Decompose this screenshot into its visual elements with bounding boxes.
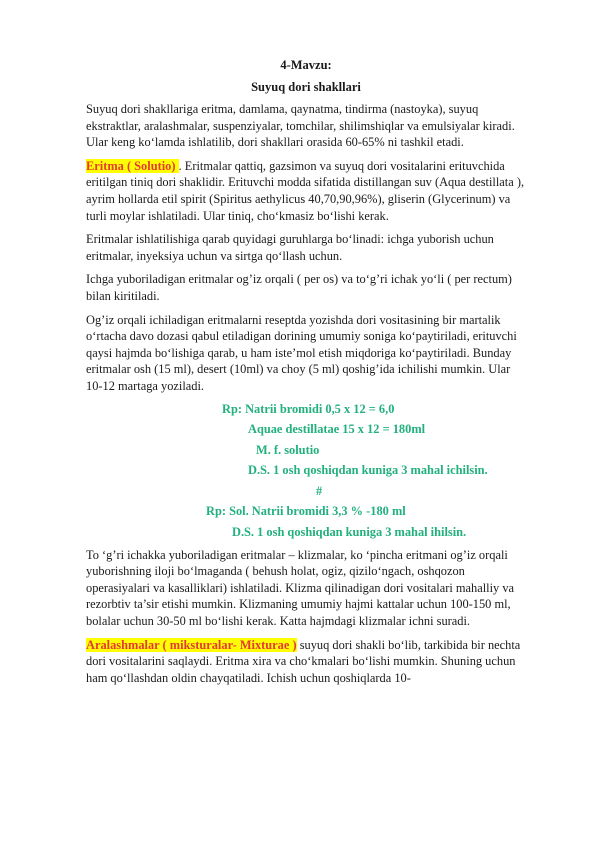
paragraph-mixturae xyxy=(86,637,526,687)
paragraph-intro: Suyuq dori shakllariga eritma, damlama, qaynatma, tindirma (nastoyka), suyuq ekstraktlar, aralashmalar, suspenziyalar, tomchilar, shilimshiqlar va emulsiyalar kiradi. Ular keng ko‘lamda ishlatilib, dori shakllari orasida 60-65% ni tashkil etadi. xyxy=(86,102,515,150)
paragraph-internal: Ichga yuboriladigan eritmalar og’iz orqali ( per os) va to‘g’ri ichak yo‘li ( per rectum) bilan kiritiladi. xyxy=(86,272,512,303)
paragraph-oral: Og’iz orqali ichiladigan eritmalarni reseptda yozishda dori vositasining bir martalik o‘rtacha davo dozasi qabul etiladigan dorining umumiy soniga ko‘paytiriladi, erituvchi qaysi hajmda bo‘lishiga qarab, u ham iste’mol etish miqdoriga ko‘paytiriladi. Bunday eritmalar osh (15 ml), desert (10ml) va choy (5 ml) qoshig’ida ichilishi mumkin. Ular 10-12 martaga yoziladi. xyxy=(86,312,517,393)
paragraph-solutio-text: . Eritmalar qattiq, gazsimon va suyuq dori vositalarini erituvchida eritilgan tiniq dori shaklidir. Erituvchi modda sifatida distillangan suv (Aqua destillata ), ayrim hollarda etil spirit (Spiritus aethylicus 40,70,90,96%), gliserin (Glycerinum) va turli moylar ishlatiladi. Ular tiniq, cho‘kmasiz bo‘lishi kerak. xyxy=(86,158,525,223)
recipe-line-4: D.S. 1 osh qoshiqdan kuniga 3 mahal ichilsin. xyxy=(248,463,488,478)
recipe-line-1: Rp: Natrii bromidi 0,5 x 12 = 6,0 xyxy=(222,401,395,416)
recipe-line-2: Aquae destillatae 15 x 12 = 180ml xyxy=(248,422,426,437)
paragraph-mixturae-text: suyuq dori shakli bo‘lib, tarkibida bir nechta dori vositalarini saqlaydi. Eritma xira va cho‘kmalari bo‘lishi mumkin. Shuning uchun ham qo‘llashdan oldin chayqatiladi. Ichish uchun qoshiqlarda 10- xyxy=(86,637,521,685)
topic-heading: 4-Mavzu: xyxy=(280,58,332,72)
page-title: Suyuq dori shakllari xyxy=(251,80,361,94)
recipe-line-5: Rp: Sol. Natrii bromidi 3,3 % -180 ml xyxy=(206,504,406,519)
recipe-line-3: M. f. solutio xyxy=(256,442,320,457)
highlight-mixturae: Aralashmalar ( miksturalar- Mixturae ) xyxy=(86,637,297,652)
recipe-line-6: D.S. 1 osh qoshiqdan kuniga 3 mahal ihilsin. xyxy=(232,525,467,540)
paragraph-rectal: To ‘g’ri ichakka yuboriladigan eritmalar – klizmalar, ko ‘pincha eritmani og’iz orqali yuborishning iloji bo‘lmaganda ( behush holat, ogiz, qizilo‘ngach, oshqozon operasiyalari va kasalliklari) ishlatiladi. Klizma qilinadigan dori vositalari mahalliy va rezorbtiv ta’sir etishi mumkin. Klizmaning umumiy hajmi kattalar uchun 100-150 ml, bolalar uchun 30-50 ml bo‘lishi kerak. Katta hajmdagi klizmalar ichni suradi. xyxy=(86,547,515,629)
paragraph-groups: Eritmalar ishlatilishiga qarab quyidagi guruhlarga bo‘linadi: ichga yuborish uchun eritmalar, inyeksiya uchun va sirtga qo‘llash uchun. xyxy=(86,232,494,263)
recipe-block xyxy=(86,401,526,545)
highlight-solutio: Eritma ( Solutio) xyxy=(86,158,179,173)
paragraph-solutio xyxy=(86,158,526,224)
recipe-separator: # xyxy=(316,483,323,498)
document-page xyxy=(86,56,526,693)
